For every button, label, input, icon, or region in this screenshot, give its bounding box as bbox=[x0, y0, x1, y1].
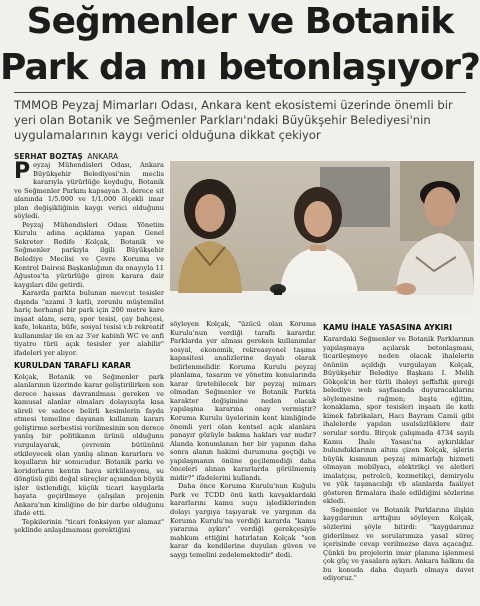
photo-press-conference bbox=[170, 161, 474, 315]
col2-paragraph-1: söyleyen Kolçak, "üzücü olan Koruma Kurulu'nun verdiği taraflı karardır. Parklarda yer alması gereken kullanımlar sosyal, ekonomik, rekreasyonel taşıma kapasitesi analizlerine dayalı olarak belirlenmelidir. Koruma Kurulu peyzaj planlama, tasarım ve yönetim konularında karar üretebilecek bir peyzaj mimarı olmadan Seğmenler ve Botanik Parkta karakter değişimine neden olacak yapılaşma kararına onay vermiştir? Koruma Kurulu üyelerinin kent kimliğinde önemli yeri olan kentsel açık alanlara panayır gözüyle bakma hakları var mıdır? Alanda konumlanan her bir yapının daha sonra alanın hakimi durumuna geçtiği ve yapılaşmanın önüne geçilemediği daha önceleri alınan kararlarda görülmemiş midir?" ifadelerini kullandı. bbox=[170, 320, 316, 482]
article-column-3 bbox=[323, 320, 474, 583]
col1-paragraph-3: Kararda parkta bulunan mevcut tesisler dışında "azami 3 katlı, zorunlu müştemilat hariç herhangi bir park için 200 metre kare inşaat alanı, sera, spor tesisi, çay bahçesi, kafe, lokanta, büfe, sosyal tesisi v.b rekreatif kullanımlar ile en az 3'er kabinli WC ve anfi tiyatro türü açık tesisler yer alabilir" ifadeleri yer alıyor. bbox=[14, 289, 164, 358]
headline-line-2: Park da mı betonlaşıyor? bbox=[0, 47, 480, 88]
dropcap: P bbox=[14, 159, 31, 184]
col1-paragraph-4: Kolçak, Botanik ve Seğmenler park alanlarının üzerinde karar geliştirilirken son derece hassas davranılması gereken ve kamusal alanlar olmaları dolayısıyla kısa süreli ve sadece belirli kesimlerin fayda etmesi temeline dayanan kullanım kararı geliştirme serbestisi verilmesinin son derece yanlış bir politikanın ürünü olduğunu vurgulayarak, çevrenin bütününü etkileyecek olan yanlış alınan kararlara ve koşulların bir sonucudur. Botanik parkı ve koridorların kentin hava sirkülasyonu, su döngüsü gibi doğal süreçler açısından büyük işler üstlendiği, küçük ticari kaygılarla hayata geçirilmeye çalışılan projenin Ankara'nın kimliğine de bir darbe olduğunu ifade etti. bbox=[14, 372, 164, 518]
col1-subheading: KURULDAN TARAFLI KARAR bbox=[14, 360, 131, 370]
col2-paragraph-2: Daha önce Koruma Kurulu'nun Kuğulu Park ve TCDD önü katlı kavşaklardaki kararlarını kamu suçu işlediklerinden dolayı yargıya taşıyarak ve yargının da Koruma Kurulu'na verdiği kararda "kamu yararına aykırı" verdiği gerekçesiyle mahkum ettiğini hatırlatan Kolçak "son karar da kendilerine duyulan güven ve saygı temelini zedelemektedir" dedi. bbox=[170, 482, 316, 559]
col3-subheading: KAMU İHALE YASASINA AYKIRI bbox=[323, 323, 453, 332]
spot-summary: TMMOB Peyzaj Mimarları Odası, Ankara kent ekosistemi üzerinde önemli bir yeri olan Botanik ve Seğmenler Parkları'ndaki Büyükşehir Belediyesi'nin uygulamalarının kaygı verici olduğuna dikkat çekiyor bbox=[14, 98, 453, 142]
col3-paragraph-2: Seğmenler ve Botanik Parklarına ilişkin kaygılarının arttığını söyleyen Kolçak, sözlerini şöyle bitirdi: "kaygılarımız giderilmez ve sorularımıza yasal süreç içerisinde cevap verilmezse dava açacağız. Çünkü bu projelerin imar planına işlenmesi çok güç ve yasalara aykırı. Ankara halkını da bu konuda daha duyarlı olmaya davet ediyoruz." bbox=[323, 505, 474, 583]
headline bbox=[0, 2, 480, 90]
article-column-1 bbox=[14, 161, 164, 535]
col1-paragraph-5: Tepkilerinin "ticari fonksiyon yer alamaz" şeklinde anlaşılmaması gerektiğini bbox=[14, 517, 164, 535]
col3-paragraph-1: Karardaki Seğmenler ve Botanik Parklarının yapılaşmaya açılarak betonlaşması, ticarileşmeye neden olacak ihalelerin önünün açıldığı vurgulayan Kolçak, Büyükşehir Belediye Başkanı I. Melih Gökçek'in her türlü ihaleyi şeffaflık gereği belediye web sayfasında duyuracaklarını söylemesine rağmen; başta eğitim, konaklama, spor tesisleri inşaatı ile katlı kimek fabrikaları, Hacı Bayram Camii gibi ihalelerde yapılan usulsüzlüklere dair sorular sordu. Birçok çalışmada 4734 sayılı Kamu İhale Yasası'na aykırılıklar bulunduklarının altını çizen Kolçak, işlerin büyük kısmının peyzaj mimarlığı hizmeti olmayan mobilyacı, elektrikçi ve aletleri imalatçısı, petrolcü, kozmetikçi, demiryolu ve yük taşımacılığı vb alanlarda faaliyet gösteren firmalara ihale edildiğini sözlerine ekledi. bbox=[323, 335, 474, 506]
col1-paragraph-2: Peyzaj Mühendisleri Odası Yönetim Kurulu adına açıklama yapan Genel Sekreter Redife Kolçak, Botanik ve Seğmenler parkıyla ilgili Büyükşehir Belediye Meclisi ve Çevre Koruma ve Kontrol Dairesi Başkanlığının da onayıyla 11 Ağustos'ta yürürlüğe giren karara dair kaygıları dile getirdi. bbox=[14, 220, 164, 289]
byline-source: ANKARA bbox=[87, 152, 119, 161]
article-column-2 bbox=[170, 320, 316, 559]
byline-author: SERHAT BOZTAŞ bbox=[14, 152, 83, 161]
article-photo bbox=[170, 161, 474, 315]
headline-line-1: Seğmenler ve Botanik bbox=[26, 1, 454, 42]
col1-paragraph-1: eyzaj Mühendisleri Odası, Ankara Büyükşehir Belediyesi'nin meclis kararıyla yürürlüğe koyduğu, Botanik ve Seğmenler Parkını kapsayan 3. derece sit alanında 1/5.000 ve 1/1.000 ölçekli imar plan değişikliğinin kaygı verici olduğunu söyledi. bbox=[14, 161, 164, 221]
headline-divider bbox=[14, 92, 466, 93]
